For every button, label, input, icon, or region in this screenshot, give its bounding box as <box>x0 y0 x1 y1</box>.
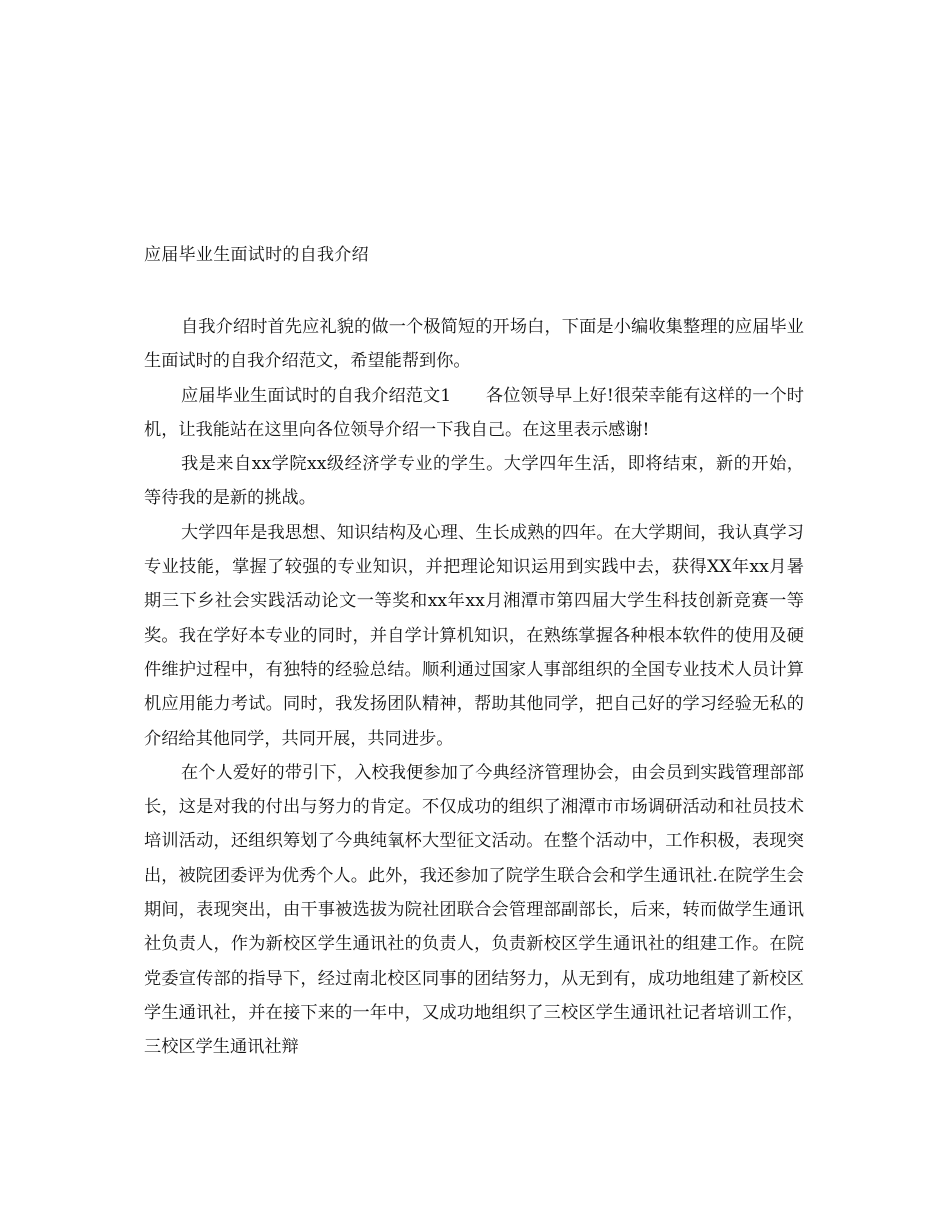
paragraph-activities: 在个人爱好的带引下，入校我便参加了今典经济管理协会，由会员到实践管理部部长，这是对我的付出与努力的肯定。不仅成功的组织了湘潭市市场调研活动和社员技术培训活动，还组织筹划了今典纯氧杯大型征文活动。在整个活动中，工作积极，表现突出，被院团委评为优秀个人。此外，我还参加了院学生联合会和学生通讯社.在院学生会期间，表现突出，由干事被选拔为院社团联合会管理部副部长，后来，转而做学生通讯社负责人，作为新校区学生通讯社的负责人，负责新校区学生通讯社的组建工作。在院党委宣传部的指导下，经过南北校区同事的团结努力，从无到有，成功地组建了新校区学生通讯社，并在接下来的一年中，又成功地组织了三校区学生通讯社记者培训工作，三校区学生通讯社辩 <box>144 762 804 1058</box>
paragraph-greeting: 应届毕业生面试时的自我介绍范文1 各位领导早上好!很荣幸能有这样的一个时机，让我能站在这里向各位领导介绍一下我自己。在这里表示感谢! <box>144 385 804 440</box>
paragraph-background: 我是来自xx学院xx级经济学专业的学生。大学四年生活，即将结束，新的开始，等待我的是新的挑战。 <box>144 454 804 509</box>
paragraph-university: 大学四年是我思想、知识结构及心理、生长成熟的四年。在大学期间，我认真学习专业技能，掌握了较强的专业知识，并把理论知识运用到实践中去，获得XX年xx月暑期三下乡社会实践活动论文一等奖和xx年xx月湘潭市第四届大学生科技创新竞赛一等奖。我在学好本专业的同时，并自学计算机知识，在熟练掌握各种根本软件的使用及硬件维护过程中，有独特的经验总结。顺利通过国家人事部组织的全国专业技术人员计算机应用能力考试。同时，我发扬团队精神，帮助其他同学，把自己好的学习经验无私的介绍给其他同学，共同开展，共同进步。 <box>144 522 804 749</box>
document-body <box>144 310 804 1065</box>
document-title: 应届毕业生面试时的自我介绍 <box>144 245 369 265</box>
paragraph-intro: 自我介绍时首先应礼貌的做一个极简短的开场白，下面是小编收集整理的应届毕业生面试时的自我介绍范文，希望能帮到你。 <box>144 317 804 372</box>
